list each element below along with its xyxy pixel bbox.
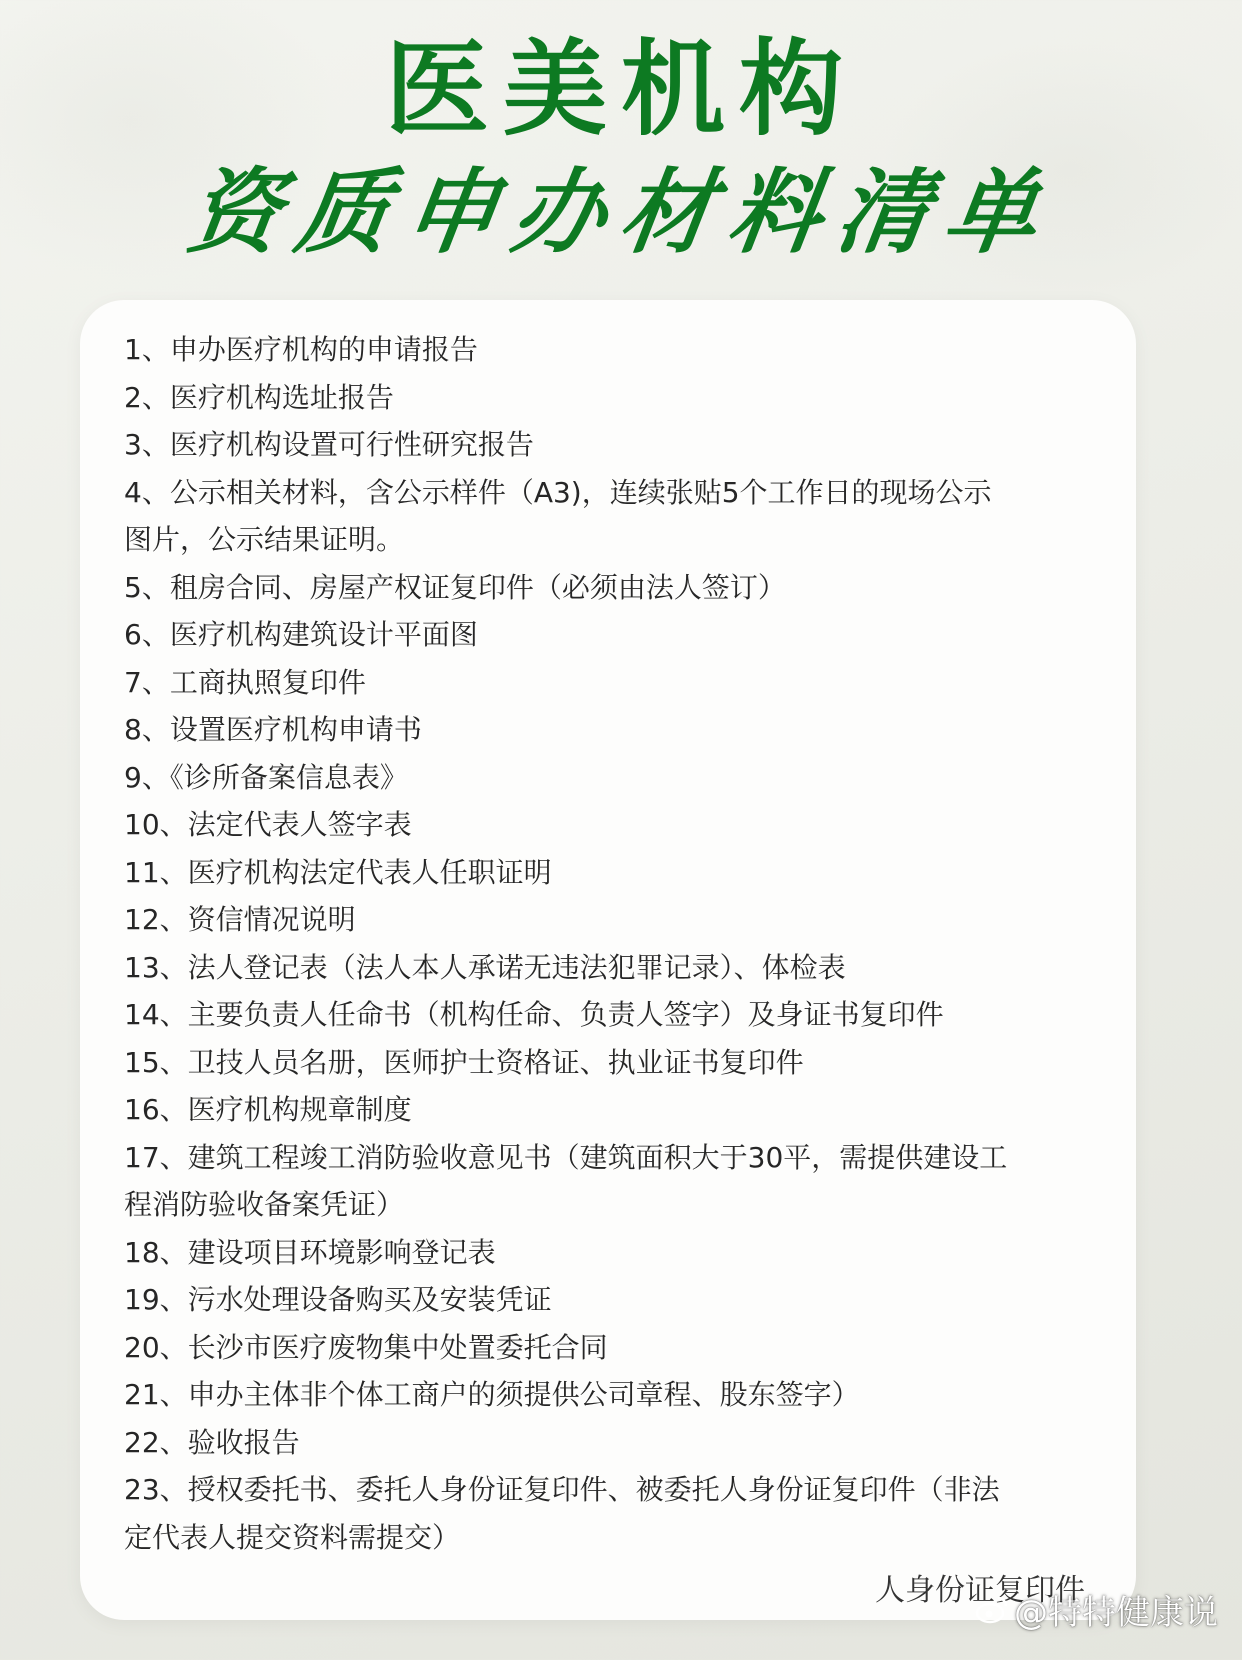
list-item: 9、《诊所备案信息表》 xyxy=(124,760,408,794)
list-item: 13、法人登记表（法人本人承诺无违法犯罪记录）、体检表 xyxy=(124,950,846,984)
list-item: 20、长沙市医疗废物集中处置委托合同 xyxy=(124,1330,608,1364)
list-item: 2、医疗机构选址报告 xyxy=(124,380,394,414)
list-item: 6、医疗机构建筑设计平面图 xyxy=(124,618,478,651)
watermark xyxy=(974,1585,1218,1634)
materials-list xyxy=(124,326,1124,1561)
list-item: 23、授权委托书、委托人身份证复印件、被委托人身份证复印件（非法 xyxy=(124,1473,1000,1506)
list-item: 12、资信情况说明 xyxy=(124,903,356,936)
list-item: 17、建筑工程竣工消防验收意见书（建筑面积大于30平，需提供建设工 xyxy=(124,1140,1008,1174)
list-item-continuation: 定代表人提交资料需提交） xyxy=(124,1520,461,1554)
trailing-partial-text: 人身份证复印件 xyxy=(875,1573,1085,1608)
list-item: 19、污水处理设备购买及安装凭证 xyxy=(124,1283,552,1316)
list-item: 14、主要负责人任命书（机构任命、负责人签字）及身证书复印件 xyxy=(124,998,944,1031)
list-item: 3、医疗机构设置可行性研究报告 xyxy=(124,428,534,461)
list-item: 10、法定代表人签字表 xyxy=(124,808,412,841)
page-subtitle: 资质申办材料清单 xyxy=(181,159,1061,266)
list-item: 15、卫技人员名册，医师护士资格证、执业证书复印件 xyxy=(124,1045,804,1079)
weibo-logo-icon xyxy=(974,1592,1010,1628)
list-item: 22、验收报告 xyxy=(124,1425,300,1459)
list-item: 16、医疗机构规章制度 xyxy=(124,1093,412,1126)
list-item: 1、申办医疗机构的申请报告 xyxy=(124,333,478,366)
page-title: 医美机构 xyxy=(384,28,857,150)
list-item: 4、公示相关材料，含公示样件（A3)，连续张贴5个工作日的现场公示 xyxy=(124,475,992,509)
list-item: 18、建设项目环境影响登记表 xyxy=(124,1235,496,1269)
materials-card xyxy=(80,300,1136,1620)
list-item: 8、设置医疗机构申请书 xyxy=(124,713,422,746)
list-item: 5、租房合同、房屋产权证复印件（必须由法人签订） xyxy=(124,570,786,604)
watermark-text: @特特健康说 xyxy=(1014,1593,1218,1633)
list-item: 7、工商执照复印件 xyxy=(124,665,366,699)
list-item: 11、医疗机构法定代表人任职证明 xyxy=(124,855,552,889)
list-item: 21、申办主体非个体工商户的须提供公司章程、股东签字） xyxy=(124,1378,860,1411)
list-item-continuation: 图片，公示结果证明。 xyxy=(124,523,405,556)
list-item-continuation: 程消防验收备案凭证） xyxy=(124,1188,405,1221)
